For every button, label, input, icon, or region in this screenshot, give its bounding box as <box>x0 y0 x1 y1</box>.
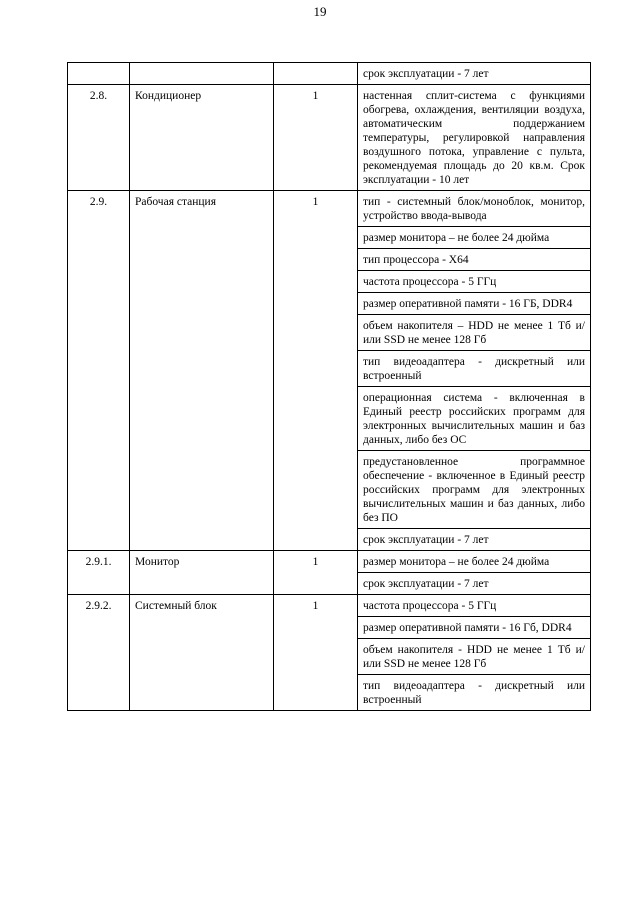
item-spec-cell: размер оперативной памяти - 16 Гб, DDR4 <box>358 617 591 639</box>
item-spec-cell: объем накопителя – HDD не менее 1 Тб и/или SSD не менее 128 Гб <box>358 315 591 351</box>
item-spec-cell: срок эксплуатации - 7 лет <box>358 63 591 85</box>
item-spec-cell: частота процессора - 5 ГГц <box>358 271 591 293</box>
item-number-cell <box>68 63 130 85</box>
item-spec-cell: размер монитора – не более 24 дюйма <box>358 227 591 249</box>
item-spec-cell: операционная система - включенная в Единый реестр российских программ для электронных вычислительных машин и баз данных, либо без ОС <box>358 387 591 451</box>
item-spec-cell: срок эксплуатации - 7 лет <box>358 573 591 595</box>
item-name-cell: Кондиционер <box>130 85 274 191</box>
item-spec-cell: размер монитора – не более 24 дюйма <box>358 551 591 573</box>
item-number-cell: 2.9.1. <box>68 551 130 595</box>
specification-table <box>67 62 591 711</box>
item-number-cell: 2.9. <box>68 191 130 551</box>
item-quantity-cell: 1 <box>274 85 358 191</box>
table-row <box>68 191 591 227</box>
item-quantity-cell: 1 <box>274 191 358 551</box>
item-quantity-cell: 1 <box>274 595 358 711</box>
item-name-cell <box>130 63 274 85</box>
specification-table-body <box>68 63 591 711</box>
table-row <box>68 551 591 573</box>
item-name-cell: Рабочая станция <box>130 191 274 551</box>
table-row <box>68 595 591 617</box>
item-number-cell: 2.9.2. <box>68 595 130 711</box>
item-spec-cell: тип видеоадаптера - дискретный или встроенный <box>358 351 591 387</box>
item-name-cell: Системный блок <box>130 595 274 711</box>
item-spec-cell: настенная сплит-система с функциями обогрева, охлаждения, вентиляции воздуха, автоматическим поддержанием температуры, регулировкой направления воздушного потока, управление с пульта, рекомендуемая площадь до 20 кв.м. Срок эксплуатации - 10 лет <box>358 85 591 191</box>
item-quantity-cell <box>274 63 358 85</box>
item-spec-cell: объем накопителя - HDD не менее 1 Тб и/или SSD не менее 128 Гб <box>358 639 591 675</box>
item-spec-cell: тип процессора - X64 <box>358 249 591 271</box>
item-spec-cell: тип видеоадаптера - дискретный или встроенный <box>358 675 591 711</box>
table-row <box>68 85 591 191</box>
item-quantity-cell: 1 <box>274 551 358 595</box>
item-spec-cell: предустановленное программное обеспечение - включенное в Единый реестр российских программ для электронных вычислительных машин и баз данных, либо без ПО <box>358 451 591 529</box>
item-spec-cell: размер оперативной памяти - 16 ГБ, DDR4 <box>358 293 591 315</box>
item-name-cell: Монитор <box>130 551 274 595</box>
table-row <box>68 63 591 85</box>
item-spec-cell: частота процессора - 5 ГГц <box>358 595 591 617</box>
item-spec-cell: срок эксплуатации - 7 лет <box>358 529 591 551</box>
item-number-cell: 2.8. <box>68 85 130 191</box>
page-number: 19 <box>313 4 327 19</box>
item-spec-cell: тип - системный блок/моноблок, монитор, устройство ввода-вывода <box>358 191 591 227</box>
